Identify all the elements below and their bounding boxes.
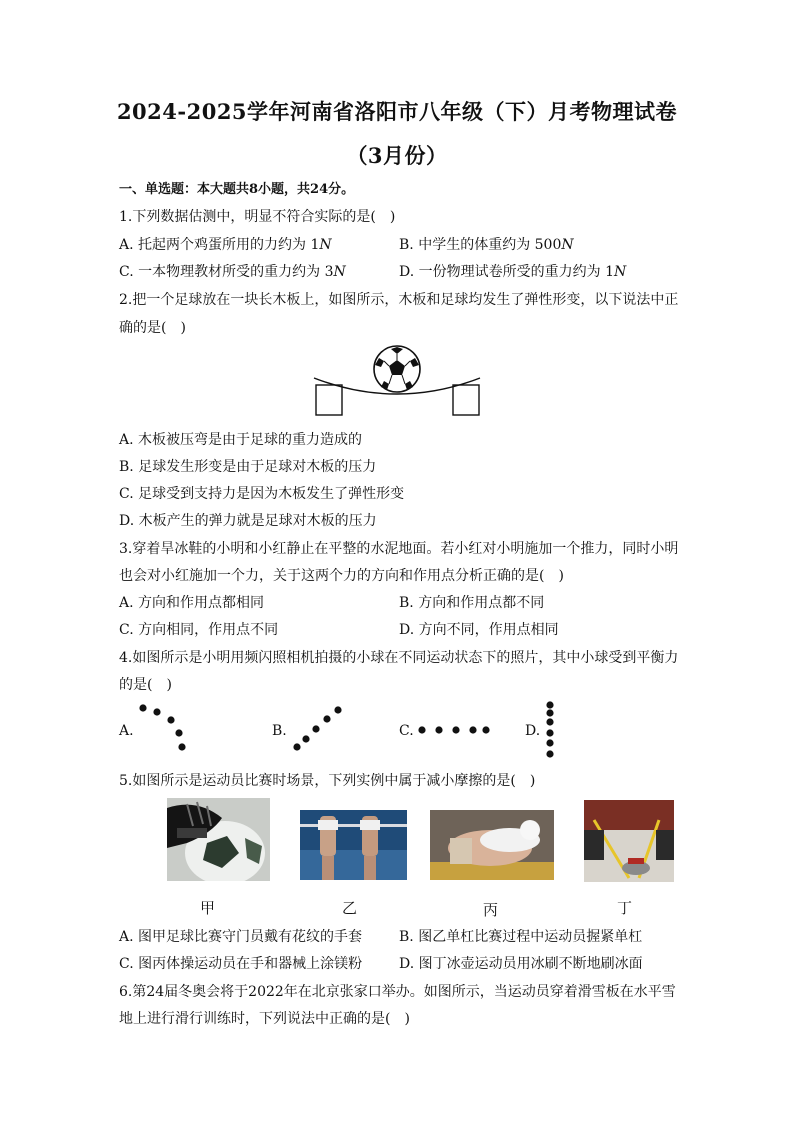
q2-option-b: B. 足球发生形变是由于足球对木板的压力 (119, 459, 377, 475)
q1-option-b (399, 234, 574, 254)
exam-title: 2024-2025学年河南省洛阳市八年级（下）月考物理试卷 (116, 99, 678, 124)
caption-ding: 丁 (617, 899, 633, 917)
q4-dots-curved-path (135, 702, 195, 754)
unit-newton: N (333, 264, 346, 280)
q5-option-a: A. 图甲足球比赛守门员戴有花纹的手套 (119, 929, 363, 945)
q3-option-a: A. 方向和作用点都相同 (119, 595, 265, 611)
q1-stem: 1.下列数据估测中，明显不符合实际的是( ) (119, 209, 396, 225)
q1-option-a-text: A. 托起两个鸡蛋所用的力约为 1 (119, 237, 320, 253)
football-on-board-figure (310, 340, 485, 420)
caption-bing: 丙 (483, 901, 499, 919)
left-support-block (316, 385, 342, 415)
q6-stem-line2: 地上进行滑行训练时，下列说法中正确的是( ) (119, 1011, 410, 1027)
q4-dots-straight-equal-spacing (414, 722, 494, 738)
section-heading: 一、单选题：本大题共8小题，共24分。 (119, 182, 355, 197)
q1-option-a (119, 234, 332, 254)
q1-option-d (399, 261, 626, 281)
q5-stem: 5.如图所示是运动员比赛时场景，下列实例中属于减小摩擦的是( ) (119, 773, 536, 789)
q2-option-a: A. 木板被压弯是由于足球的重力造成的 (119, 432, 363, 448)
q3-option-c: C. 方向相同，作用点不同 (119, 622, 279, 638)
q3-option-d: D. 方向不同，作用点相同 (399, 622, 559, 638)
exam-subtitle: （3月份） (346, 143, 448, 168)
q3-option-b: B. 方向和作用点都不同 (399, 595, 545, 611)
right-support-block (453, 385, 479, 415)
q3-stem-line1: 3.穿着旱冰鞋的小明和小红静止在平整的水泥地面。若小红对小明施加一个推力，同时小明 (119, 541, 679, 557)
q4-dots-diagonal-accelerating (290, 702, 350, 754)
q2-option-c: C. 足球受到支持力是因为木板发生了弹性形变 (119, 486, 405, 502)
q4-label-c: C. (399, 723, 414, 739)
q5-option-d: D. 图丁冰壶运动员用冰刷不断地刷冰面 (399, 956, 643, 972)
q1-option-b-text: B. 中学生的体重约为 500 (399, 237, 562, 253)
q1-option-c (119, 261, 346, 281)
unit-newton: N (613, 264, 627, 280)
q2-option-d: D. 木板产生的弹力就是足球对木板的压力 (119, 513, 377, 529)
q4-stem-line2: 的是( ) (119, 677, 172, 693)
q4-dots-vertical-falling (542, 699, 558, 761)
unit-newton: N (319, 237, 332, 253)
caption-jia: 甲 (200, 899, 216, 917)
q5-option-b: B. 图乙单杠比赛过程中运动员握紧单杠 (399, 929, 643, 945)
photo-horizontal-bar-grip (300, 810, 407, 880)
football-icon (374, 346, 420, 392)
unit-newton: N (561, 237, 574, 253)
q2-stem-line1: 2.把一个足球放在一块长木板上，如图所示，木板和足球均发生了弹性形变，以下说法中正 (119, 292, 679, 308)
q3-stem-line2: 也会对小红施加一个力，关于这两个力的方向和作用点分析正确的是( ) (119, 568, 564, 584)
q4-label-d: D. (525, 723, 541, 739)
caption-yi: 乙 (342, 899, 358, 917)
q5-option-c: C. 图丙体操运动员在手和器械上涂镁粉 (119, 956, 363, 972)
photo-curling-sweeping (584, 800, 674, 882)
q6-stem-line1: 6.第24届冬奥会将于2022年在北京张家口举办。如图所示，当运动员穿着滑雪板在水平雪 (119, 984, 676, 1000)
q4-label-b: B. (272, 723, 287, 739)
photo-gymnast-chalk-hands (430, 810, 554, 880)
q2-stem-line2: 确的是( ) (119, 320, 186, 336)
q4-stem-line1: 4.如图所示是小明用频闪照相机拍摄的小球在不同运动状态下的照片，其中小球受到平衡力 (119, 650, 679, 666)
photo-goalkeeper-glove (167, 798, 270, 881)
q1-option-c-text: C. 一本物理教材所受的重力约为 3 (119, 264, 334, 280)
q1-option-d-text: D. 一份物理试卷所受的重力约为 1 (399, 264, 614, 280)
q4-label-a: A. (119, 723, 134, 739)
